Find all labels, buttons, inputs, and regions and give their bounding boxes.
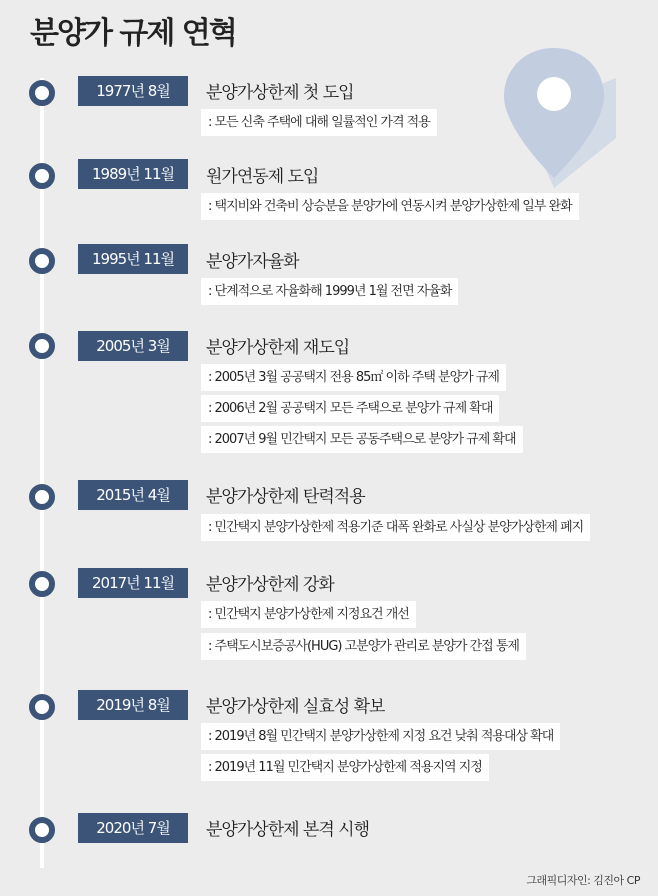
event-title: 분양가상한제 강화 [206,575,334,595]
event-detail: : 2006년 2월 공공택지 모든 주택으로 분양가 규제 확대 [201,395,499,422]
event-title: 분양가상한제 탄력적용 [206,487,365,507]
date-badge: 2017년 11월 [78,568,188,598]
timeline-dot [29,694,55,720]
event-detail: : 2019년 8월 민간택지 분양가상한제 지정 요건 낮춰 적용대상 확대 [201,723,560,750]
event-title: 분양가상한제 실효성 확보 [206,697,385,717]
page-title: 분양가 규제 연혁 [30,16,236,51]
date-badge: 2020년 7월 [78,813,188,843]
event-title: 분양가상한제 본격 시행 [206,820,370,840]
event-detail: : 단계적으로 자율화해 1999년 1월 전면 자율화 [201,278,458,305]
date-badge: 2019년 8월 [78,690,188,720]
event-title: 분양가상한제 재도입 [206,338,350,358]
event-title: 분양가자율화 [206,252,299,272]
event-title: 원가연동제 도입 [206,167,319,187]
date-badge: 1989년 11월 [78,159,188,189]
event-detail: : 2005년 3월 공공택지 전용 85㎡ 이하 주택 분양가 규제 [201,364,506,391]
event-detail: : 모든 신축 주택에 대해 일률적인 가격 적용 [201,109,437,136]
date-badge: 2005년 3월 [78,331,188,361]
date-badge: 1977년 8월 [78,76,188,106]
timeline-dot [29,817,55,843]
event-detail: : 2007년 9월 민간택지 모든 공동주택으로 분양가 규제 확대 [201,426,523,453]
timeline-dot [29,484,55,510]
event-title: 분양가상한제 첫 도입 [206,83,354,103]
timeline-line [40,78,44,868]
timeline-dot [29,571,55,597]
event-detail: : 민간택지 분양가상한제 지정요건 개선 [201,601,416,628]
timeline-dot [29,333,55,359]
graphic-credit: 그래픽디자인: 김진아 CP [526,874,640,887]
date-badge: 2015년 4월 [78,480,188,510]
date-badge: 1995년 11월 [78,244,188,274]
event-detail: : 민간택지 분양가상한제 적용기준 대폭 완화로 사실상 분양가상한제 폐지 [201,514,590,541]
event-detail: : 주택도시보증공사(HUG) 고분양가 관리로 분양가 간접 통제 [201,633,526,660]
event-detail: : 택지비와 건축비 상승분을 분양가에 연동시켜 분양가상한제 일부 완화 [201,193,579,220]
event-detail: : 2019년 11월 민간택지 분양가상한제 적용지역 지정 [201,754,489,781]
timeline-dot [29,248,55,274]
timeline-dot [29,163,55,189]
location-pin-icon [492,48,616,188]
timeline-dot [29,80,55,106]
